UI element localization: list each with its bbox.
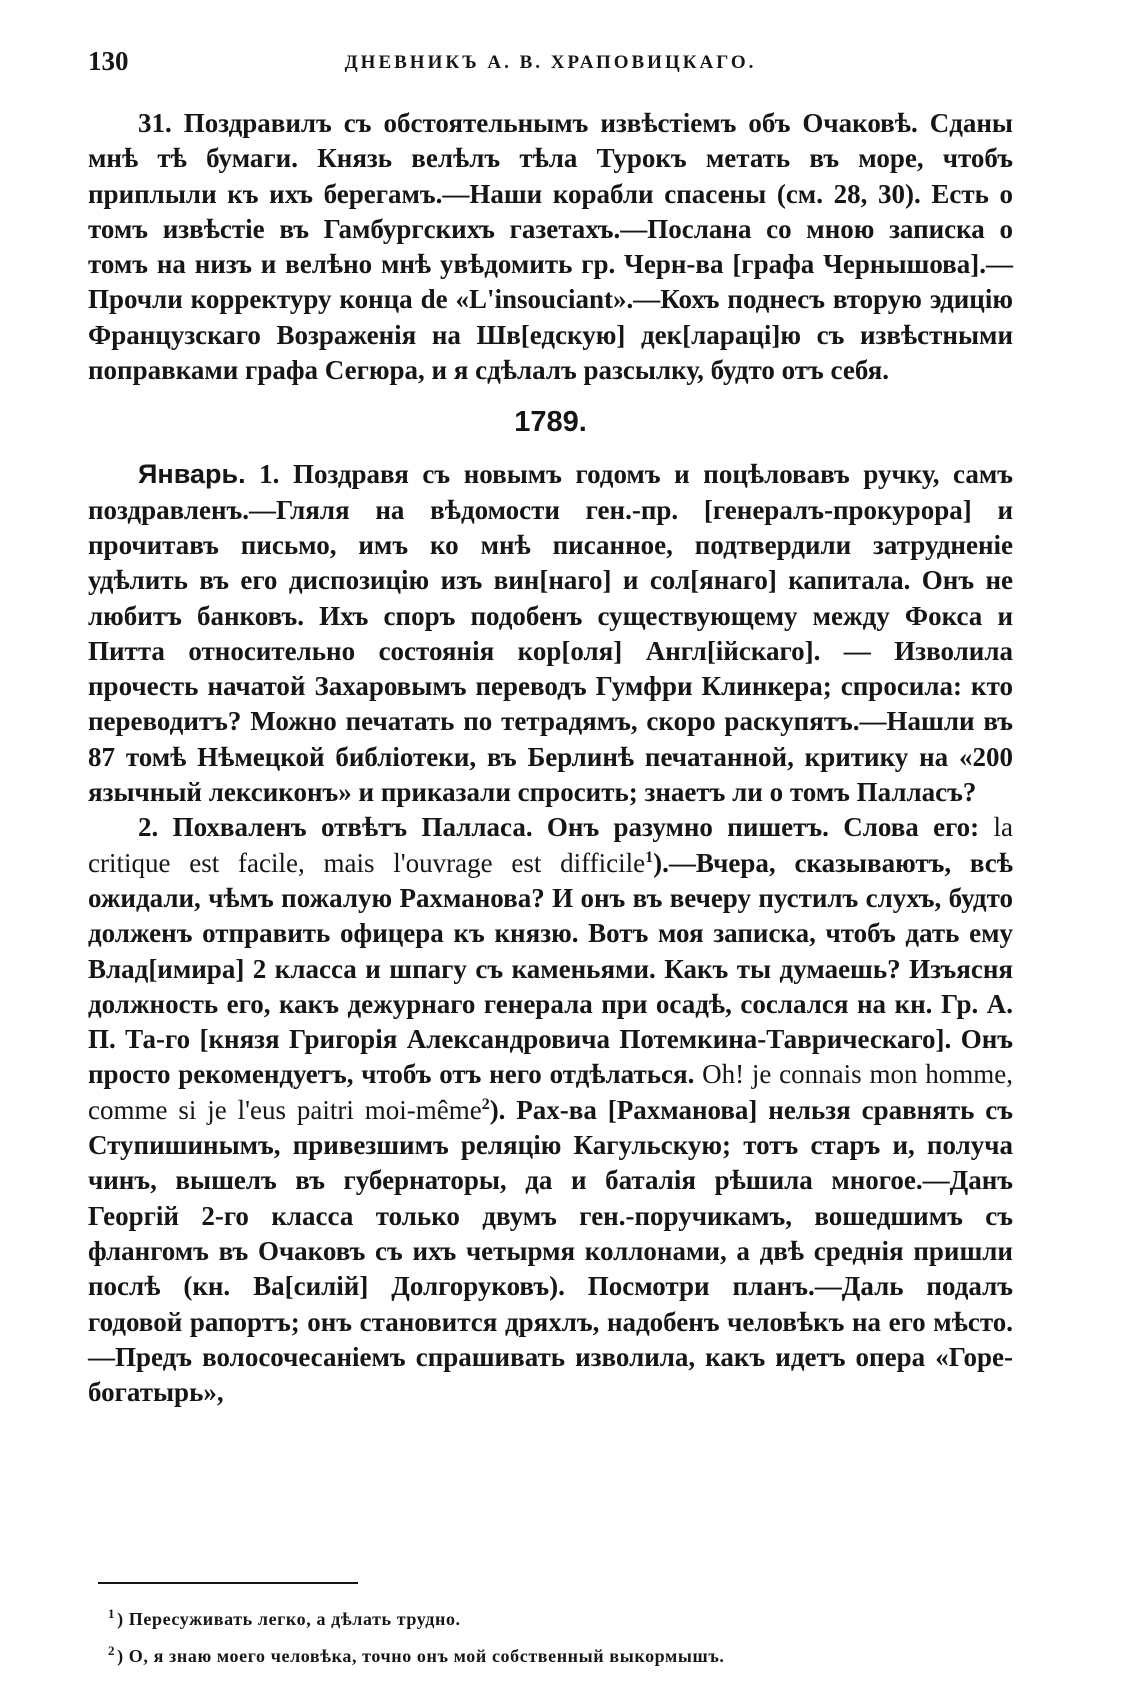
french-quote-2: Oh! je connais mon homme, comme si je l'eus paitri moi-même [88,1059,1013,1125]
footnotes [108,1598,1013,1672]
entry-paragraph-january-1 [88,457,1013,810]
footnote-mark-1: 1 [108,1606,116,1621]
month-heading: Январь. [138,459,246,490]
footnote-ref-2: 2 [481,1095,490,1113]
footnote-1 [108,1598,1013,1635]
document-page [88,0,1013,1699]
footnote-text-1: ) Пересуживать легко, а дѣлать трудно. [117,1609,461,1629]
entry-text-2b: ).—Вчера, сказываютъ, всѣ ожидали, чѣмъ пожалую Рахманова? И онъ въ вечеру пустилъ слухъ, будто долженъ отправить офицера къ князю. Вотъ моя записка, чтобъ дать ему Влад[имира] 2 класса и шпагу съ каменьями. Какъ ты думаешь? Изъясня должность его, какъ дежурнаго генерала при осадѣ, сослался на кн. Гр. А. П. Та-го [князя Григорія Александровича Потемкина-Таврическаго]. Онъ просто рекомендуетъ, чтобъ отъ него отдѣлаться. [88,847,1013,1090]
footnote-ref-1: 1 [645,848,654,866]
french-quote-1: la critique est facile, mais l'ouvrage est difficile [88,812,1013,878]
footnote-divider [98,1582,358,1584]
body-text [88,106,1013,1410]
entry-paragraph-31: 31. Поздравилъ съ обстоятельнымъ извѣстіемъ объ Очаковѣ. Сданы мнѣ тѣ бумаги. Князь велѣлъ тѣла Турокъ метать въ море, чтобъ приплыли къ ихъ берегамъ.—Наши корабли спасены (см. 28, 30). Есть о томъ извѣстіе въ Гамбургскихъ газетахъ.—Послана со мною записка о томъ на низъ и велѣно мнѣ увѣдомить гр. Черн-ва [графа Чернышова].—Прочли корректуру конца de «L'insouciant».—Кохъ поднесъ вторую эдицію Французскаго Возраженія на Шв[едскую] дек[лараці]ю съ извѣстными поправками графа Сегюра, и я сдѣлалъ разсылку, будто отъ себя. [88,108,1013,386]
entry-text-2c: ). Рах-ва [Рахманова] нельзя сравнять съ Ступишинымъ, привезшимъ реляцію Кагульскую; тотъ старъ и, получа чинъ, вышелъ въ губернаторы, да и баталія рѣшила многое.—Данъ Георгій 2-го класса только двумъ ген.-поручикамъ, вошедшимъ съ флангомъ въ Очаковъ съ ихъ четырмя коллонами, а двѣ среднія пришли послѣ (кн. Ва[силій] Долгоруковъ). Посмотри планъ.—Даль подалъ годовой рапортъ; онъ становится дряхлъ, надобенъ человѣкъ на его мѣсто.—Предъ волосочесаніемъ спрашивать изволила, какъ идетъ опера «Горе-богатырь», [88,1094,1013,1408]
running-title: ДНЕВНИКЪ А. В. ХРАПОВИЦКАГО. [344,52,757,73]
entry-text-2a: 2. Похваленъ отвѣтъ Палласа. Онъ разумно пишетъ. Слова его: [138,812,994,843]
page-number: 130 [88,46,129,76]
year-heading: 1789. [514,406,587,439]
footnote-2 [108,1635,1013,1672]
entry-paragraph-january-2 [88,810,1013,1410]
footnote-text-2: ) О, я знаю моего человѣка, точно онъ мой собственный выкормышъ. [117,1646,725,1666]
footnote-mark-2: 2 [108,1643,116,1658]
entry-text-january-1: 1. Поздравя съ новымъ годомъ и поцѣловавъ ручку, самъ поздравленъ.—Гляля на вѣдомости ген.-пр. [генералъ-прокурора] и прочитавъ письмо, имъ ко мнѣ писанное, подтвердили затрудненіе удѣлить въ его диспозицію изъ вин[наго] и сол[янаго] капитала. Онъ не любитъ банковъ. Ихъ споръ подобенъ существующему между Фокса и Питта относительно состоянія кор[оля] Англ[ійскаго]. — Изволила прочесть начатой Захаровымъ переводъ Гумфри Клинкера; спросила: кто переводитъ? Можно печатать по тетрадямъ, скоро раскупятъ.—Нашли въ 87 томѣ Нѣмецкой библіотеки, въ Берлинѣ печатанной, критику на «200 язычный лексиконъ» и приказали спросить; знаетъ ли о томъ Палласъ? [88,459,1013,808]
